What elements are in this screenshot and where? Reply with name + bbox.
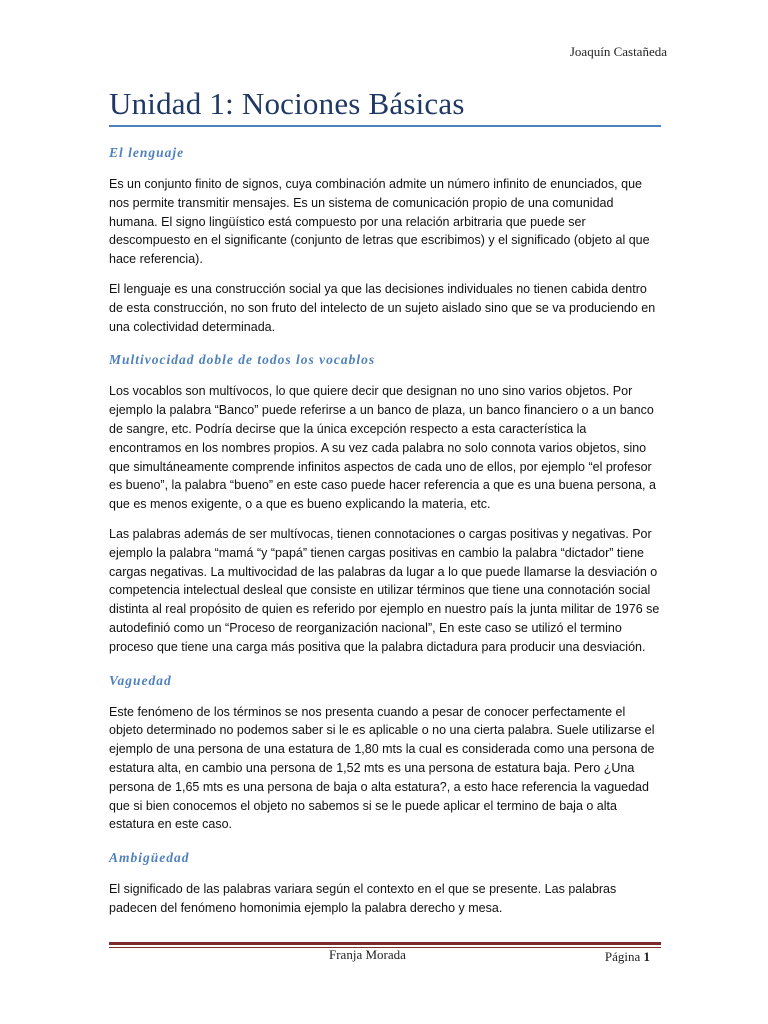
footer-page-number <box>605 949 650 965</box>
section-heading-ambiguedad: Ambigüedad <box>109 850 190 866</box>
title-underline <box>109 125 661 127</box>
paragraph: Los vocablos son multívocos, lo que quiere decir que designan no uno sino varios objetos. Por ejemplo la palabra “Banco” puede referirse a un banco de plaza, un banco financiero o a un banco de sangre, etc. Podría decirse que la única excepción respecto a esta característica la encontramos en los nombres propios. A su vez cada palabra no solo connota varios objetos, sino que simultáneamente comprende infinitos aspectos de cada uno de ellos, por ejemplo “el profesor es bueno”, la palabra “bueno” en este caso puede hacer referencia a que es una buena persona, a que es menos exigente, o a que es bueno explicando la materia, etc. <box>109 384 656 512</box>
footer-center-text: Franja Morada <box>329 947 406 962</box>
page-number: 1 <box>643 949 650 964</box>
section-heading-vaguedad: Vaguedad <box>109 672 172 688</box>
paragraph: El significado de las palabras variara según el contexto en el que se presente. Las palabras padecen del fenómeno homonimia ejemplo la palabra derecho y mesa. <box>109 882 617 915</box>
page-title: Unidad 1: Nociones Básicas <box>109 86 465 121</box>
paragraph: Es un conjunto finito de signos, cuya combinación admite un número infinito de enunciados, que nos permite transmitir mensajes. Es un sistema de comunicación propio de una comunidad humana. El signo lingüístico está compuesto por una relación arbitraria que puede ser descompuesto en el significante (conjunto de letras que escribimos) y el significado (objeto al que hace referencia). <box>109 177 650 267</box>
section-heading-lenguaje: El lenguaje <box>109 145 185 160</box>
footer-rule-thick <box>109 942 661 945</box>
document-body <box>109 140 661 918</box>
page-header-author: Joaquín Castañeda <box>569 44 667 59</box>
paragraph: El lenguaje es una construcción social ya que las decisiones individuales no tienen cabida dentro de esta construcción, no son fruto del intelecto de un sujeto aislado sino que se va produciendo en una colectividad determinada. <box>109 281 656 334</box>
paragraph: Las palabras además de ser multívocas, tienen connotaciones o cargas positivas y negativas. Por ejemplo la palabra “mamá “y “papá” tienen cargas positivas en cambio la palabra “dictador” tiene cargas negativas. La multivocidad de las palabras da lugar a lo que puede llamarse la desviación o competencia intelectual desleal que consiste en utilizar términos que tiene una connotación social distinta al real propósito de quien es referido por ejemplo en nuestro país la junta militar de 1976 se autodefinió como un “Proceso de reorganización nacional”, En este caso se utilizó el termino proceso que tiene una carga más positiva que la palabra dictadura para producir una desviación. <box>109 526 660 654</box>
paragraph: Este fenómeno de los términos se nos presenta cuando a pesar de conocer perfectamente el objeto determinado no podemos saber si le es aplicable o no una cierta palabra. Suele utilizarse el ejemplo de una persona de una estatura de 1,80 mts la cual es considerada como una persona de estatura alta, en cambio una persona de 1,52 mts es una persona de estatura baja. Pero ¿Una persona de 1,65 mts es una persona de baja o alta estatura?, a esto hace referencia la vaguedad que si bien conocemos el objeto no sabemos si se le puede aplicar el termino de baja o alta estatura en este caso. <box>109 704 655 832</box>
section-heading-multivocidad: Multivocidad doble de todos los vocablos <box>109 352 376 368</box>
page-label: Página <box>604 949 641 964</box>
